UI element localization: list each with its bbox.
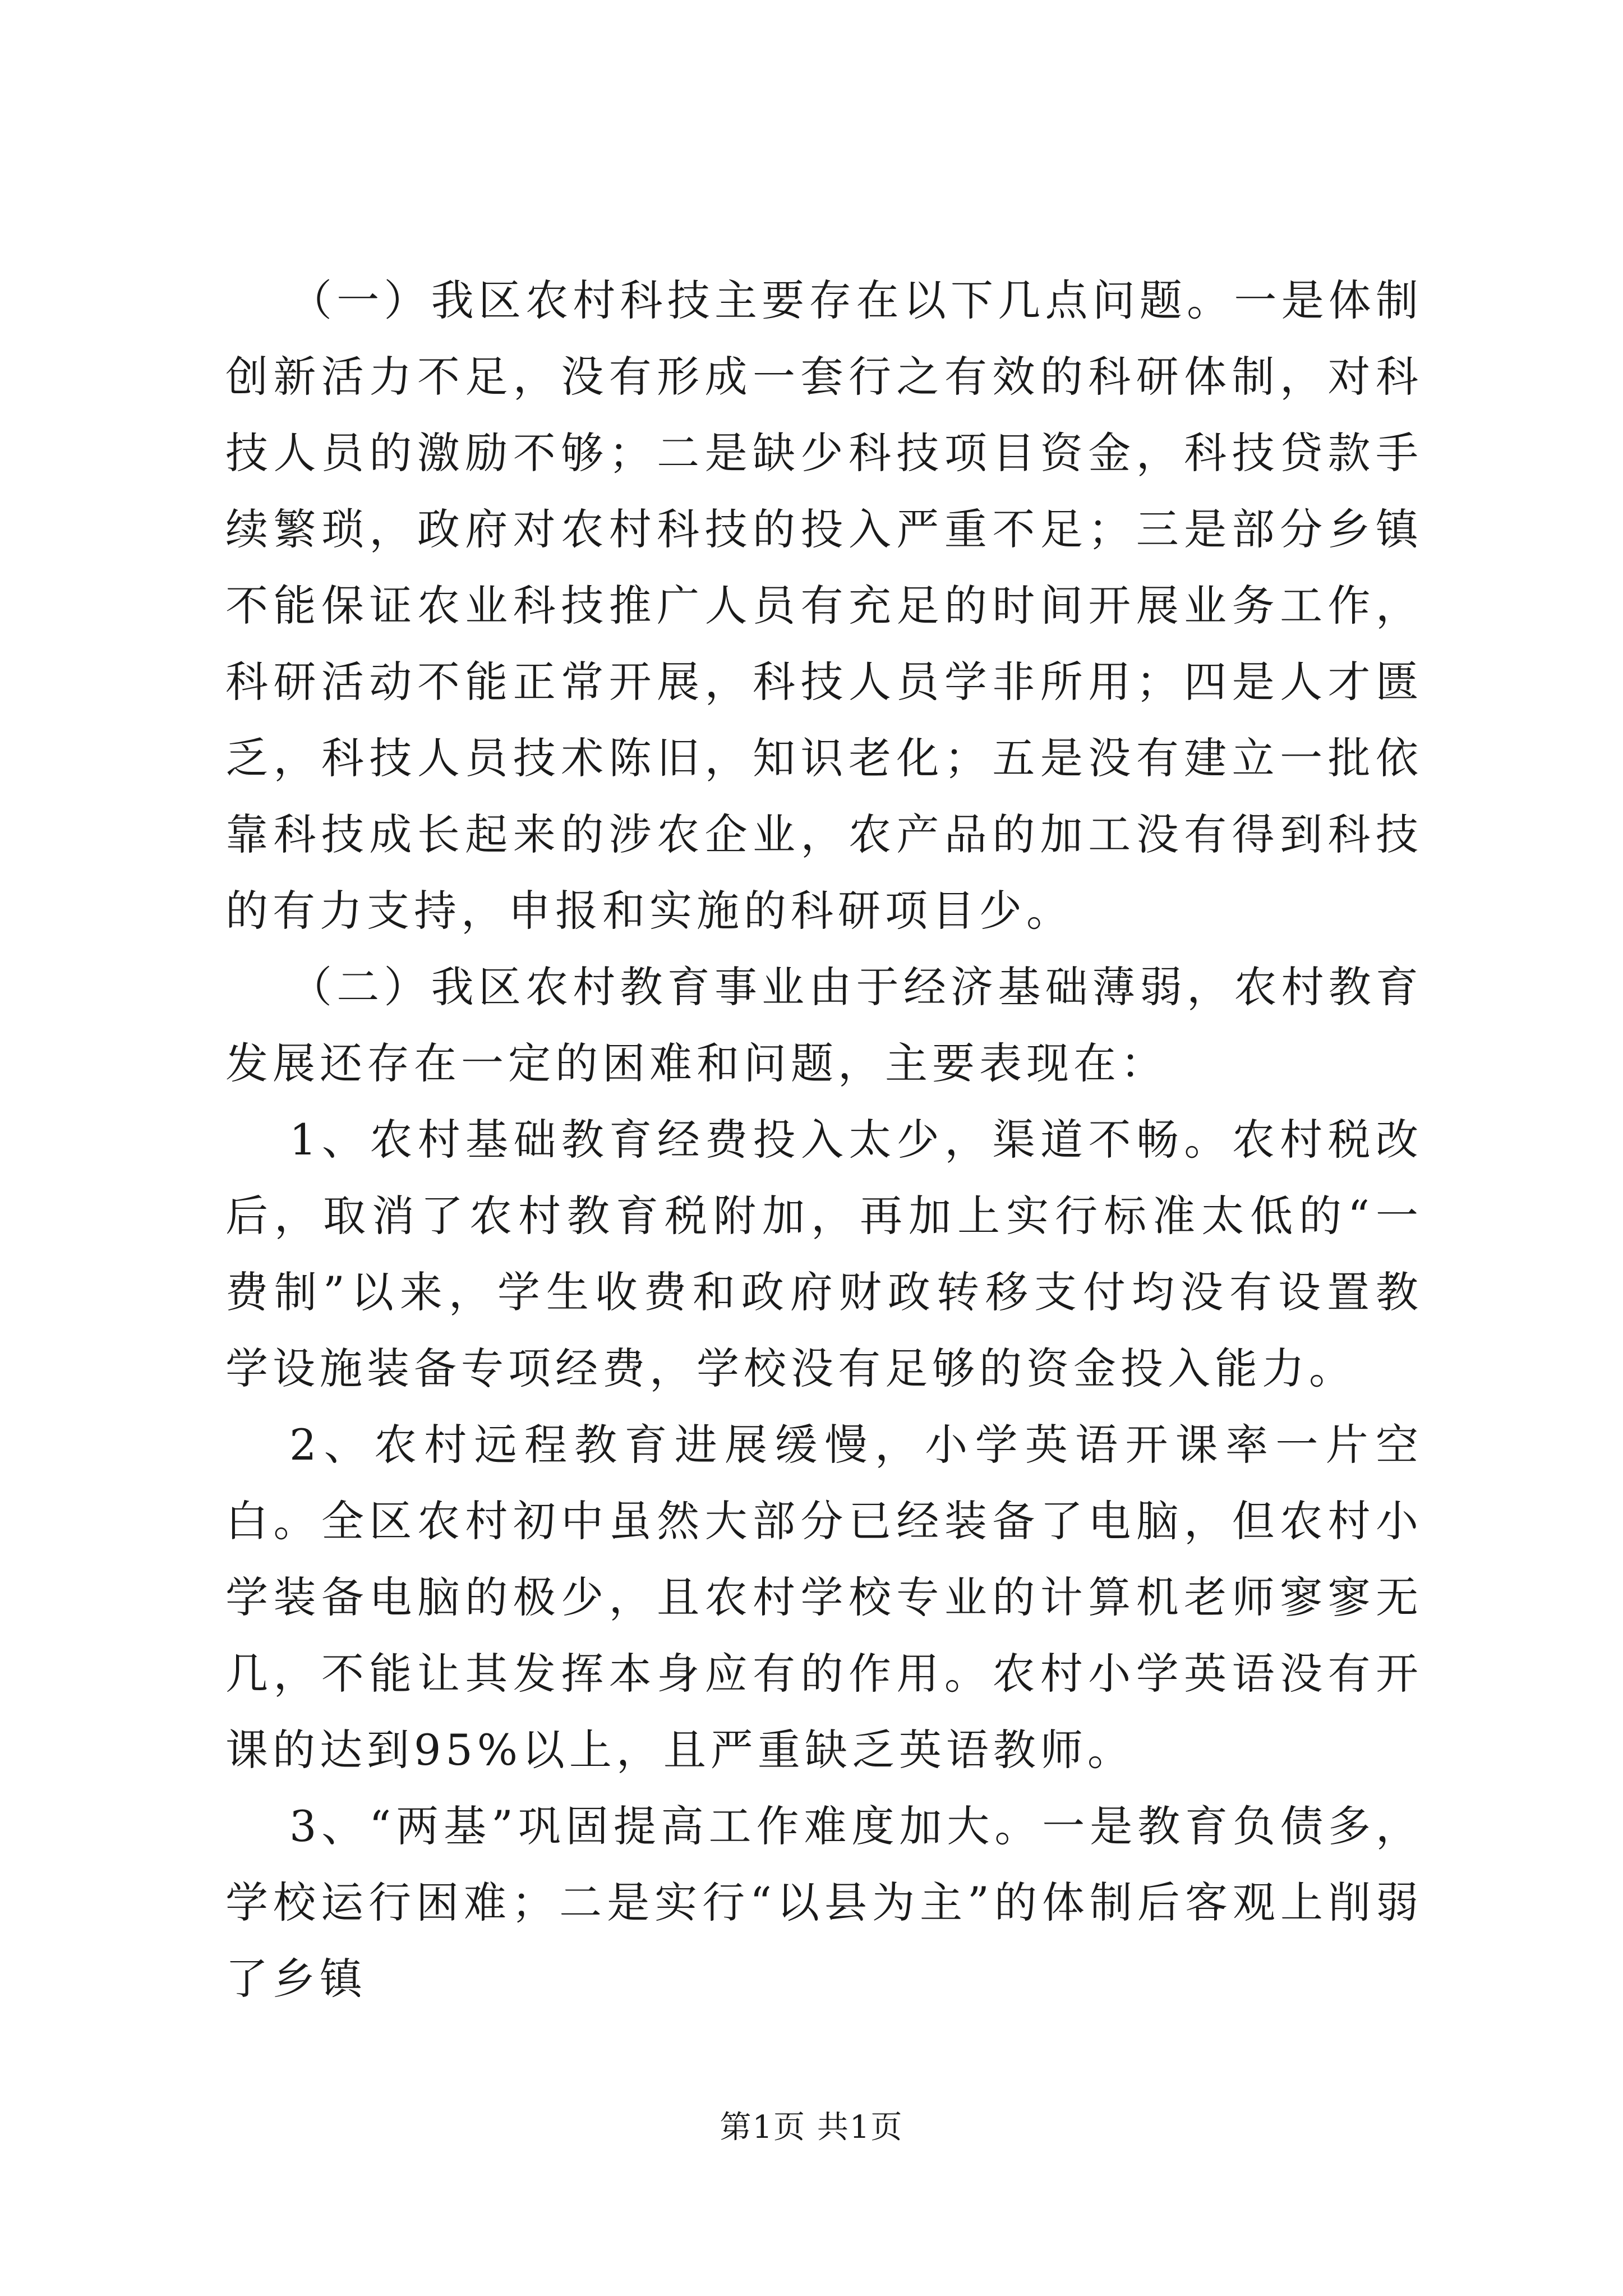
paragraph-tech-problems: （一）我区农村科技主要存在以下几点问题。一是体制创新活力不足，没有形成一套行之有效的科研体制，对科技人员的激励不够；二是缺少科技项目资金，科技贷款手续繁琐，政府对农村科技的投入严重不足；三是部分乡镇不能保证农业科技推广人员有充足的时间开展业务工作，科研活动不能正常开展，科技人员学非所用；四是人才匮乏，科技人员技术陈旧，知识老化；五是没有建立一批依靠科技成长起来的涉农企业，农产品的加工没有得到科技的有力支持，申报和实施的科研项目少。 — [225, 275, 1423, 936]
paragraph-education-funding: 1、农村基础教育经费投入太少，渠道不畅。农村税改后，取消了农村教育税附加，再加上实行标准太低的“一费制”以来，学生收费和政府财政转移支付均没有设置教学设施装备专项经费，学校没有足够的资金投入能力。 — [225, 1115, 1423, 1393]
paragraph-remote-education: 2、农村远程教育进展缓慢，小学英语开课率一片空白。全区农村初中虽然大部分已经装备了电脑，但农村小学装备电脑的极少，且农村学校专业的计算机老师寥寥无几，不能让其发挥本身应有的作用。农村小学英语没有开课的达到95%以上，且严重缺乏英语教师。 — [225, 1420, 1423, 1775]
page-footer: 第1页 共1页 — [720, 2109, 903, 2146]
paragraph-education-intro: （二）我区农村教育事业由于经济基础薄弱，农村教育发展还存在一定的困难和问题，主要表现在： — [225, 962, 1423, 1088]
document-body — [225, 263, 1423, 2017]
paragraph-two-basics: 3、“两基”巩固提高工作难度加大。一是教育负债多，学校运行困难；二是实行“以县为主”的体制后客观上削弱了乡镇 — [225, 1801, 1423, 2004]
